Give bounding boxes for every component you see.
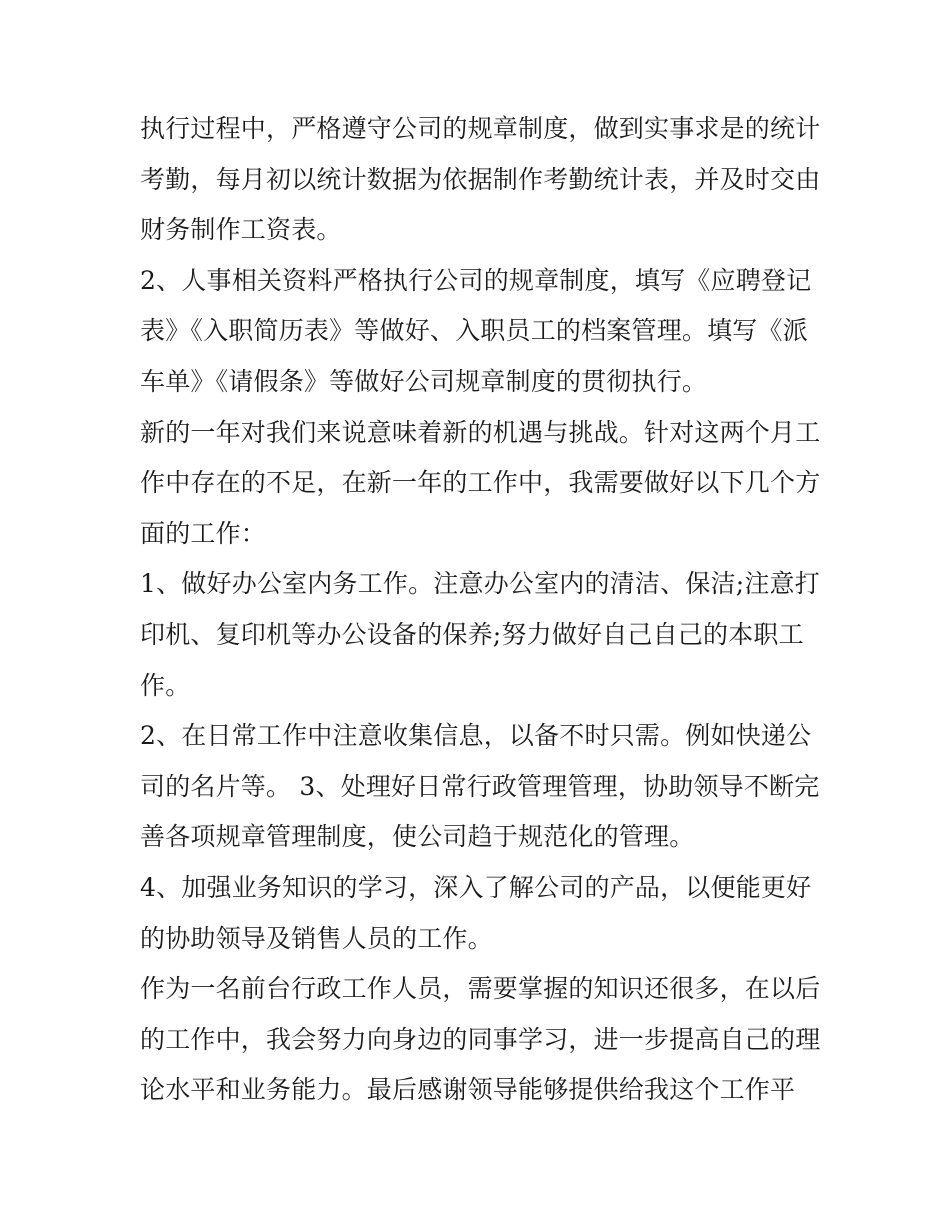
paragraph-business-knowledge bbox=[140, 863, 830, 964]
text-line: 考勤，每月初以统计数据为依据制作考勤统计表，并及时交由 bbox=[140, 164, 821, 194]
text-line: 财务制作工资表。 bbox=[140, 215, 342, 245]
paragraph-information-collection bbox=[140, 711, 830, 863]
paragraph-attendance bbox=[140, 104, 830, 256]
text-line: 作。 bbox=[140, 670, 191, 700]
text-line: 作为一名前台行政工作人员，需要掌握的知识还很多，在以后 bbox=[140, 974, 821, 1004]
text-line: 1、做好办公室内务工作。注意办公室内的清洁、保洁;注意打 bbox=[140, 569, 820, 599]
text-line: 的协助领导及销售人员的工作。 bbox=[140, 923, 493, 953]
text-line: 车单》《请假条》等做好公司规章制度的贯彻执行。 bbox=[140, 366, 708, 396]
text-line: 新的一年对我们来说意味着新的机遇与挑战。针对这两个月工 bbox=[140, 417, 821, 447]
paragraph-personnel-records bbox=[140, 256, 830, 408]
text-line: 表》《入职简历表》等做好、入职员工的档案管理。填写《派 bbox=[140, 316, 808, 346]
paragraph-office-affairs bbox=[140, 559, 830, 711]
text-line: 执行过程中，严格遵守公司的规章制度，做到实事求是的统计 bbox=[140, 114, 821, 143]
text-line: 2、在日常工作中注意收集信息，以备不时只需。例如快递公 bbox=[140, 721, 812, 751]
text-line: 作中存在的不足，在新一年的工作中，我需要做好以下几个方 bbox=[140, 468, 821, 498]
text-line: 面的工作： bbox=[140, 518, 267, 548]
text-line: 善各项规章管理制度，使公司趋于规范化的管理。 bbox=[140, 822, 695, 852]
text-line: 印机、复印机等办公设备的保养;努力做好自己自己的本职工 bbox=[140, 619, 804, 649]
text-line: 4、加强业务知识的学习，深入了解公司的产品，以便能更好 bbox=[140, 872, 812, 902]
text-line: 的工作中，我会努力向身边的同事学习，进一步提高自己的理 bbox=[140, 1024, 821, 1054]
text-line: 2、人事相关资料严格执行公司的规章制度，填写《应聘登记 bbox=[140, 265, 812, 295]
paragraph-closing bbox=[140, 964, 830, 1116]
text-line: 论水平和业务能力。最后感谢领导能够提供给我这个工作平 bbox=[140, 1075, 796, 1105]
paragraph-new-year bbox=[140, 408, 830, 560]
text-line: 司的名片等。 3、处理好日常行政管理管理，协助领导不断完 bbox=[140, 771, 820, 801]
document-body bbox=[140, 104, 830, 1116]
